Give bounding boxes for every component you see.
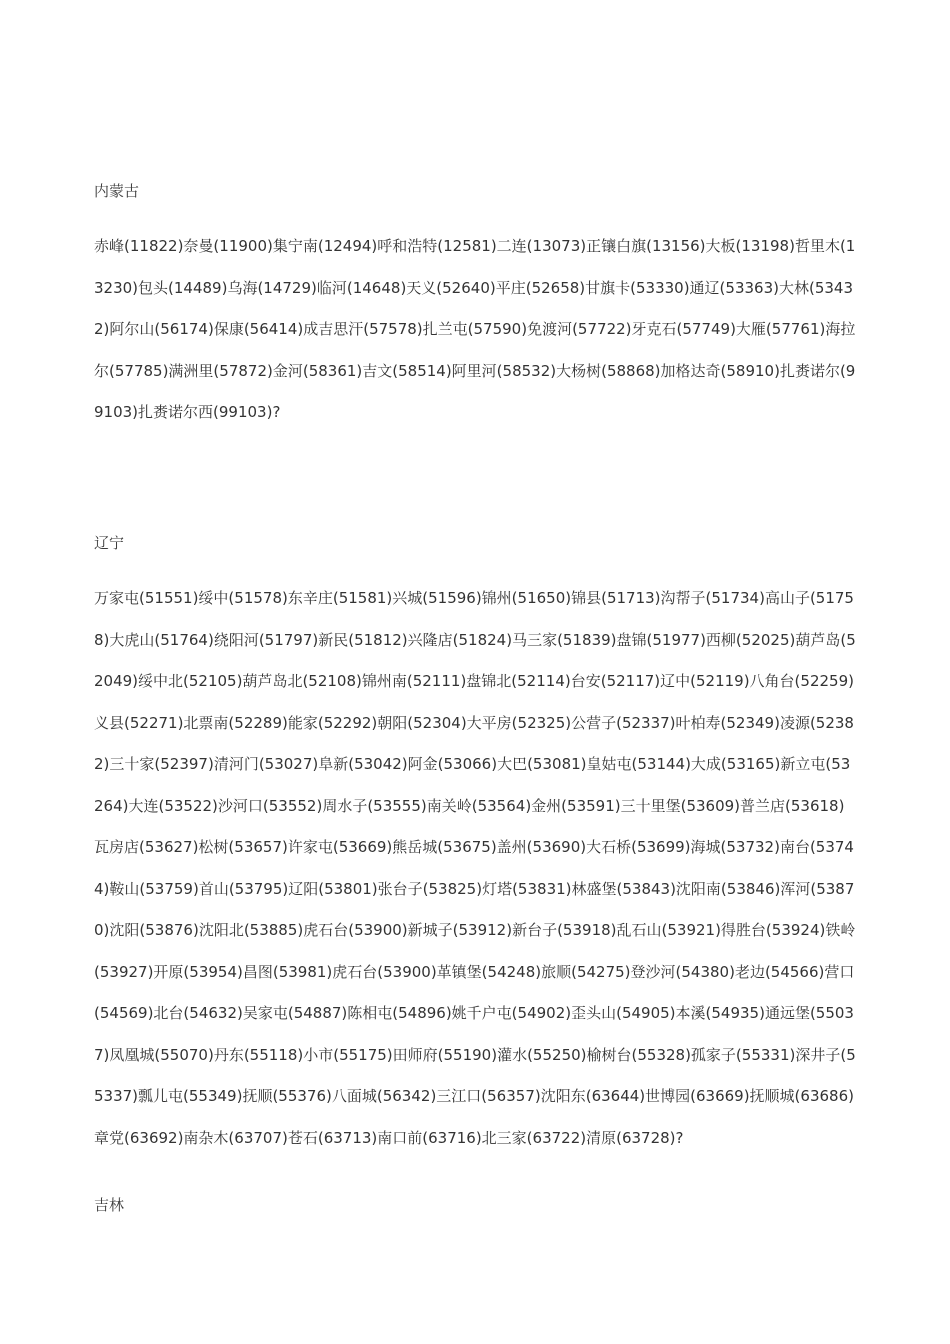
section-heading-liaoning: 辽宁 <box>94 534 125 552</box>
section-heading-jilin: 吉林 <box>94 1196 125 1214</box>
section-text-inner-mongolia: 赤峰(11822)奈曼(11900)集宁南(12494)呼和浩特(12581)二连(13073)正镶白旗(13156)大板(13198)哲里木(13230)包头(14489)乌海(14729)临河(14648)天义(52640)平庄(52658)甘旗卡(53330)通辽(53363)大林(53432)阿尔山(56174)保康(56414)成吉思汗(57578)扎兰屯(57590)免渡河(57722)牙克石(57749)大雁(57761)海拉尔(57785)满洲里(57872)金河(58361)吉文(58514)阿里河(58532)大杨树(58868)加格达奇(58910)扎赉诺尔(99103)扎赉诺尔西(99103)? <box>94 237 856 421</box>
section-heading-inner-mongolia: 内蒙古 <box>94 182 140 200</box>
section-text-liaoning: 万家屯(51551)绥中(51578)东辛庄(51581)兴城(51596)锦州(51650)锦县(51713)沟帮子(51734)高山子(51758)大虎山(51764)绕阳河(51797)新民(51812)兴隆店(51824)马三家(51839)盘锦(51977)西柳(52025)葫芦岛(52049)绥中北(52105)葫芦岛北(52108)锦州南(52111)盘锦北(52114)台安(52117)辽中(52119)八角台(52259)义县(52271)北票南(52289)能家(52292)朝阳(52304)大平房(52325)公营子(52337)叶柏寿(52349)凌源(52382)三十家(52397)清河门(53027)阜新(53042)阿金(53066)大巴(53081)皇姑屯(53144)大成(53165)新立屯(53264)大连(53522)沙河口(53552)周水子(53555)南关岭(53564)金州(53591)三十里堡(53609)普兰店(53618)瓦房店(53627)松树(53657)许家屯(53669)熊岳城(53675)盖州(53690)大石桥(53699)海城(53732)南台(53744)鞍山(53759)首山(53795)辽阳(53801)张台子(53825)灯塔(53831)林盛堡(53843)沈阳南(53846)浑河(53870)沈阳(53876)沈阳北(53885)虎石台(53900)新城子(53912)新台子(53918)乱石山(53921)得胜台(53924)铁岭(53927)开原(53954)昌图(53981)虎石台(53900)革镇堡(54248)旅顺(54275)登沙河(54380)老边(54566)营口(54569)北台(54632)吴家屯(54887)陈相屯(54896)姚千户屯(54902)歪头山(54905)本溪(54935)通远堡(55037)凤凰城(55070)丹东(55118)小市(55175)田师府(55190)灌水(55250)榆树台(55328)孤家子(55331)深井子(55337)瓢儿屯(55349)抚顺(55376)八面城(56342)三江口(56357)沈阳东(63644)世博园(63669)抚顺城(63686)章党(63692)南杂木(63707)苍石(63713)南口前(63716)北三家(63722)清原(63728)? <box>94 589 856 1147</box>
